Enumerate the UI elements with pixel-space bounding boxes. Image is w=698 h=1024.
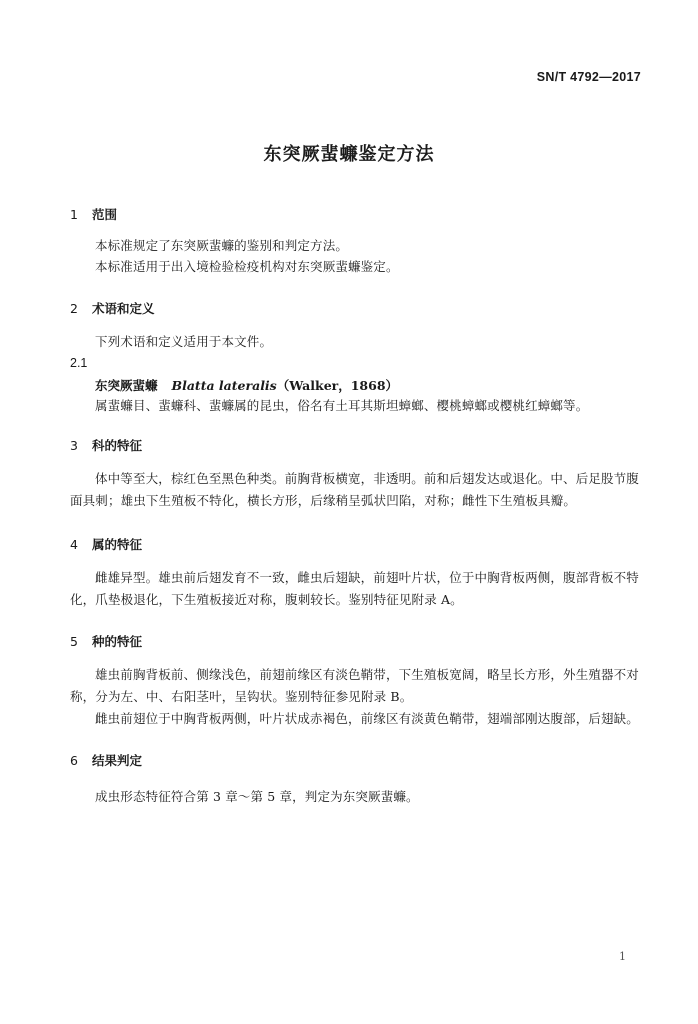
section-number: 1 <box>70 207 78 222</box>
section-5-heading <box>70 632 142 650</box>
terms-intro: 下列术语和定义适用于本文件。 <box>95 334 273 349</box>
term-entry <box>95 376 398 394</box>
term-chinese: 东突厥蜚蠊 <box>95 378 158 393</box>
page-number: 1 <box>619 950 626 963</box>
section-title: 术语和定义 <box>92 301 155 316</box>
scope-line-2: 本标准适用于出入境检验检疫机构对东突厥蜚蠊鉴定。 <box>95 259 399 274</box>
section-title: 结果判定 <box>92 753 143 768</box>
section-3-heading <box>70 436 142 454</box>
family-paragraph: 体中等至大，棕红色至黑色种类。前胸背板横宽，非透明。前和后翅发达或退化。中、后足股节腹面具刺；雄虫下生殖板不特化，横长方形，后缘稍呈弧状凹陷，对称；雌性下生殖板具瓣。 <box>70 471 639 508</box>
section-title: 科的特征 <box>92 438 143 453</box>
term-author: （Walker，1868） <box>276 378 399 393</box>
section-1-heading <box>70 205 117 223</box>
scope-line-1: 本标准规定了东突厥蜚蠊的鉴别和判定方法。 <box>95 238 349 253</box>
genus-paragraph: 雌雄异型。雄虫前后翅发育不一致，雌虫后翅缺，前翅叶片状，位于中胸背板两侧，腹部背板不特化，爪垫极退化，下生殖板接近对称，腹刺较长。鉴别特征见附录 A。 <box>70 570 639 607</box>
section-4-heading <box>70 535 142 553</box>
section-title: 种的特征 <box>92 634 143 649</box>
section-title: 范围 <box>92 207 118 222</box>
section-6-heading <box>70 751 142 769</box>
section-number: 3 <box>70 438 78 453</box>
section-number: 6 <box>70 753 78 768</box>
term-scientific-name: Blatta lateralis <box>171 378 277 393</box>
section-number: 4 <box>70 537 78 552</box>
species-paragraph-male: 雄虫前胸背板前、侧缘浅色，前翅前缘区有淡色鞘带，下生殖板宽阔，略呈长方形，外生殖器不对称，分为左、中、右阳茎叶，呈钩状。鉴别特征参见附录 B。 <box>70 667 639 704</box>
section-number: 5 <box>70 634 78 649</box>
subclause-number: 2.1 <box>70 356 88 370</box>
species-paragraph-female: 雌虫前翅位于中胸背板两侧，叶片状成赤褐色，前缘区有淡黄色鞘带，翅端部刚达腹部，后翅缺。 <box>95 711 639 726</box>
page-title: 东突厥蜚蠊鉴定方法 <box>263 144 435 165</box>
section-2-heading <box>70 299 155 317</box>
section-number: 2 <box>70 301 78 316</box>
result-paragraph: 成虫形态特征符合第 3 章～第 5 章，判定为东突厥蜚蠊。 <box>95 789 419 804</box>
standard-code: SN/T 4792—2017 <box>536 70 641 84</box>
term-definition: 属蜚蠊目、蜚蠊科、蜚蠊属的昆虫，俗名有土耳其斯坦蟑螂、樱桃蟑螂或樱桃红蟑螂等。 <box>95 398 589 413</box>
section-title: 属的特征 <box>92 537 143 552</box>
